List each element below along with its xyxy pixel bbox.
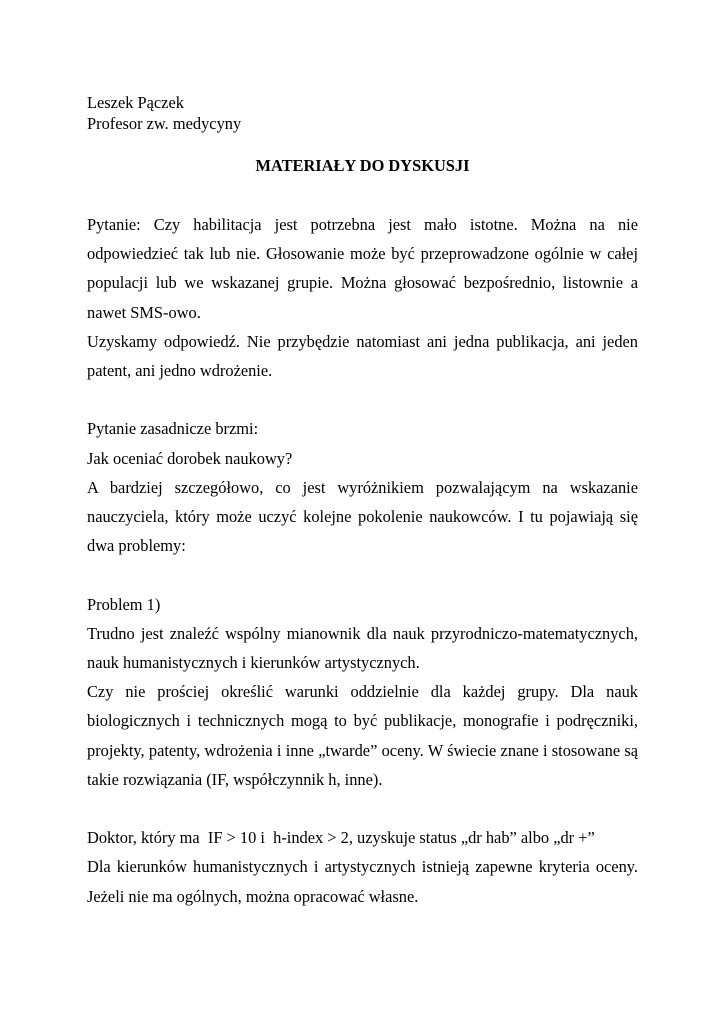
paragraph-fundamental-question: Pytanie zasadnicze brzmi: bbox=[87, 419, 259, 439]
paragraph-doctor-status: Doktor, który ma IF > 10 i h-index > 2, uzyskuje status „dr hab” albo „dr +” bbox=[87, 828, 595, 848]
paragraph-problem-heading: Problem 1) bbox=[87, 594, 161, 614]
paragraph-question: Pytanie: Czy habilitacja jest potrzebna jest mało istotne. Można na nie odpowiedzieć tak lub nie. Głosowanie może być przeprowadzone ogólnie w całej populacji lub we wskazanej grupie. Można głosować bezpośrednio, listownie a nawet SMS-owo. bbox=[87, 215, 638, 322]
paragraph-gap bbox=[87, 560, 638, 589]
author-name: Leszek Pączek bbox=[87, 93, 184, 112]
paragraph-gap bbox=[87, 794, 638, 823]
paragraph-answer: Uzyskamy odpowiedź. Nie przybędzie natomiast ani jedna publikacja, ani jeden patent, ani jedno wdrożenie. bbox=[87, 331, 638, 381]
author-block bbox=[87, 92, 241, 134]
paragraph-how-to-evaluate: Jak oceniać dorobek naukowy? bbox=[87, 448, 293, 468]
paragraph-detail: A bardziej szczegółowo, co jest wyróżnikiem pozwalającym na wskazanie nauczyciela, który może uczyć kolejne pokolenie naukowców. I tu pojawiają się dwa problemy: bbox=[87, 477, 638, 556]
paragraph-humanities-criteria: Dla kierunków humanistycznych i artystycznych istnieją zapewne kryteria oceny. Jeżeli nie ma ogólnych, można opracować własne. bbox=[87, 857, 638, 906]
paragraph-gap bbox=[87, 385, 638, 414]
document-title: MATERIAŁY DO DYSKUSJI bbox=[255, 156, 470, 175]
document-body bbox=[87, 210, 638, 911]
paragraph-separate-criteria: Czy nie prościej określić warunki oddzielnie dla każdej grupy. Dla nauk biologicznych i technicznych mogą to być publikacje, monografie i podręczniki, projekty, patenty, wdrożenia i inne „twarde” oceny. W świecie znane i stosowane są takie rozwiązania (IF, współczynnik h, inne). bbox=[87, 682, 638, 789]
paragraph-problem-difficulty: Trudno jest znaleźć wspólny mianownik dla nauk przyrodniczo-matematycznych, nauk humanistycznych i kierunków artystycznych. bbox=[87, 623, 638, 673]
author-title: Profesor zw. medycyny bbox=[87, 114, 242, 133]
